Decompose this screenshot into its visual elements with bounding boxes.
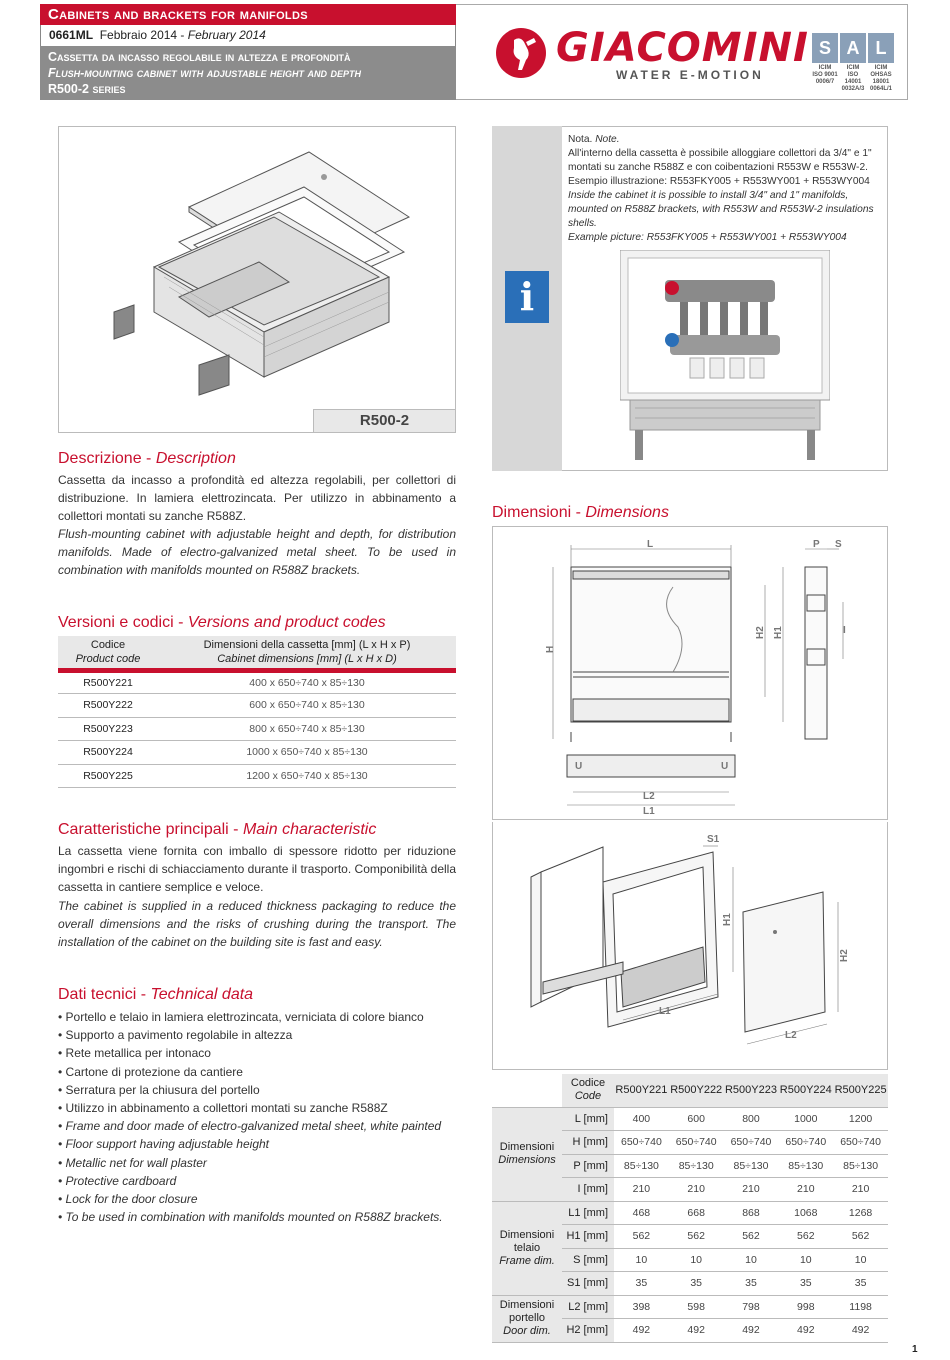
subtitle-en: Flush-mounting cabinet with adjustable height and depth	[48, 66, 361, 80]
cell-value: 562	[833, 1225, 888, 1249]
cell-code: R500Y221	[58, 670, 158, 694]
list-item: • Utilizzo in abbinamento a collettori montati su zanche R588Z	[58, 1101, 388, 1116]
list-item: • Portello e telaio in lamiera elettrozincata, verniciata di colore bianco	[58, 1010, 424, 1024]
cell-value: 650÷740	[833, 1131, 888, 1155]
col-code-en: Product code	[75, 652, 141, 665]
cert-iso14001	[840, 33, 866, 93]
row-label: H1 [mm]	[562, 1225, 614, 1249]
note-example-en: Example picture: R553FKY005 + R553WY001 + R553WY004	[568, 232, 847, 243]
cell-value: 210	[778, 1178, 833, 1202]
list-item: • Floor support having adjustable height	[58, 1137, 270, 1152]
cert-std: OHSAS 18001	[870, 72, 892, 85]
list-item: • Serratura per la chiusura del portello	[58, 1082, 260, 1097]
brand-logo-icon	[496, 28, 546, 78]
group-label-extra: portello	[508, 1312, 546, 1324]
cell-dim: 600 x 650÷740 x 85÷130	[158, 694, 456, 718]
cell-value: 35	[724, 1272, 779, 1296]
versions-heading: Versioni e codici - Versions and product codes	[58, 614, 386, 631]
group-label-en: Dimensions	[498, 1154, 556, 1166]
cell-value: 85÷130	[724, 1154, 779, 1178]
date-separator: -	[177, 28, 188, 42]
technical-list	[58, 1008, 456, 1226]
dim-label-L1-frame: L1	[659, 1006, 671, 1017]
description-text-it: Cassetta da incasso a profondità ed altezza regolabili, per collettori di distribuzione. In lamiera elettrozincata. Per utilizzo in abbinamento a collettori montati su zanche R588Z.	[58, 473, 456, 523]
group-label	[492, 1107, 562, 1201]
row-label: P [mm]	[562, 1154, 614, 1178]
main-heading: Caratteristiche principali - Main characteristic	[58, 821, 377, 838]
cell-value: 468	[614, 1201, 669, 1225]
dim-label-I: I	[843, 625, 846, 636]
cell-value: 492	[724, 1319, 779, 1343]
table-row	[58, 741, 456, 765]
table-row	[492, 1295, 888, 1319]
list-item: • Supporto a pavimento regolabile in altezza	[58, 1028, 293, 1043]
cell-value: 10	[669, 1248, 724, 1272]
col-code: R500Y221	[614, 1074, 669, 1107]
cell-value: 800	[724, 1107, 779, 1131]
cell-value: 210	[833, 1178, 888, 1202]
product-series-label: R500-2	[313, 409, 456, 433]
cell-value: 400	[614, 1107, 669, 1131]
cert-std: ISO 14001	[844, 72, 862, 85]
row-label: H2 [mm]	[562, 1319, 614, 1343]
cell-value: 492	[778, 1319, 833, 1343]
exploded-cabinet-drawing	[59, 127, 457, 434]
note-example-it: Esempio illustrazione: R553FKY005 + R553WY001 + R553WY004	[568, 176, 870, 187]
dim-label-L: L	[647, 539, 654, 550]
group-label-en: Door dim.	[503, 1325, 551, 1337]
cell-value: 1068	[778, 1201, 833, 1225]
installed-manifold-photo	[620, 250, 830, 465]
heading-it: Caratteristiche principali	[58, 821, 229, 838]
cell-code: R500Y225	[58, 764, 158, 788]
cell-value: 10	[778, 1248, 833, 1272]
cell-value: 492	[614, 1319, 669, 1343]
table-row	[58, 694, 456, 718]
heading-it: Dimensioni	[492, 504, 572, 521]
note-title-en: Note.	[595, 134, 620, 145]
row-label: L [mm]	[562, 1107, 614, 1131]
cell-value: 35	[778, 1272, 833, 1296]
cell-value: 650÷740	[724, 1131, 779, 1155]
cert-num: 0032A/3	[841, 86, 865, 92]
cell-code: R500Y223	[58, 717, 158, 741]
cert-num: 0064L/1	[869, 86, 893, 92]
cell-value: 650÷740	[669, 1131, 724, 1155]
col-code: R500Y224	[778, 1074, 833, 1107]
series-code: R500-2	[48, 82, 89, 96]
row-label: L1 [mm]	[562, 1201, 614, 1225]
cert-letter: S	[812, 33, 838, 63]
cell-value: 650÷740	[614, 1131, 669, 1155]
heading-en: Dimensions	[585, 504, 669, 521]
brand-block	[456, 4, 908, 100]
row-label: L2 [mm]	[562, 1295, 614, 1319]
cell-value: 1200	[833, 1107, 888, 1131]
empty-cell	[492, 1074, 562, 1107]
code-header	[562, 1074, 614, 1107]
cell-dim: 800 x 650÷740 x 85÷130	[158, 717, 456, 741]
cell-value: 562	[724, 1225, 779, 1249]
col-code: R500Y225	[833, 1074, 888, 1107]
table-header-row	[492, 1074, 888, 1107]
cell-value: 1198	[833, 1295, 888, 1319]
cell-value: 668	[669, 1201, 724, 1225]
list-item: • Cartone di protezione da cantiere	[58, 1064, 243, 1079]
dim-label-H1-frame: H1	[722, 913, 733, 926]
cell-dim: 1000 x 650÷740 x 85÷130	[158, 741, 456, 765]
info-icon: i	[505, 271, 549, 323]
doc-subtitle-block	[40, 46, 456, 100]
heading-en: Versions and product codes	[187, 614, 386, 631]
cert-num: 0006/7	[815, 79, 835, 85]
group-label-it: Dimensioni	[499, 1299, 555, 1311]
list-item: • To be used in combination with manifolds mounted on R588Z brackets.	[58, 1210, 443, 1225]
group-label-it: Dimensioni	[499, 1141, 555, 1153]
heading-en: Technical data	[150, 986, 254, 1003]
cell-value: 600	[669, 1107, 724, 1131]
cell-value: 868	[724, 1201, 779, 1225]
note-body-it: All'interno della cassetta è possibile alloggiare collettori da 3/4" e 1" montati su zanche R588Z e con coibentazioni R553W e R553W-2.	[568, 148, 872, 173]
dimensions-heading: Dimensioni - Dimensions	[492, 504, 669, 521]
code-en: Code	[574, 1090, 602, 1103]
cell-value: 562	[669, 1225, 724, 1249]
cell-value: 35	[669, 1272, 724, 1296]
group-label	[492, 1201, 562, 1295]
description-text-en: Flush-mounting cabinet with adjustable height and depth, for distribution manifolds. Made of electro-galvanized metal sheet. To be used in combination with manifolds mounted on R588Z brackets.	[58, 527, 456, 577]
dim-label-H: H	[545, 645, 556, 653]
table-row	[492, 1201, 888, 1225]
brand-tagline: WATER E-MOTION	[616, 68, 764, 82]
dim-label-H2-door: H2	[839, 949, 850, 962]
dim-label-U-left: U	[575, 761, 583, 772]
dimension-drawing-exploded	[492, 822, 888, 1070]
brand-name: GIACOMINI	[556, 25, 809, 71]
cell-value: 1000	[778, 1107, 833, 1131]
list-item: • Frame and door made of electro-galvanized metal sheet, white painted	[58, 1119, 442, 1134]
row-label: H [mm]	[562, 1131, 614, 1155]
cell-value: 210	[724, 1178, 779, 1202]
series-suffix: series	[92, 82, 126, 96]
heading-it: Dati tecnici	[58, 986, 137, 1003]
table-row	[58, 717, 456, 741]
cell-value: 85÷130	[778, 1154, 833, 1178]
dim-label-S: S	[835, 539, 842, 550]
doc-code-line	[40, 25, 456, 46]
dim-label-L2: L2	[643, 791, 655, 802]
dimensions-table	[492, 1074, 888, 1343]
group-label-it: Dimensioni	[499, 1228, 555, 1241]
cell-code: R500Y222	[58, 694, 158, 718]
cell-value: 210	[614, 1178, 669, 1202]
cell-value: 85÷130	[614, 1154, 669, 1178]
list-item: • Rete metallica per intonaco	[58, 1046, 211, 1061]
doc-category-title: Cabinets and brackets for manifolds	[40, 4, 456, 25]
dimensions-table-body	[492, 1107, 888, 1342]
note-text	[568, 133, 880, 245]
product-image	[58, 126, 456, 433]
page-number: 1	[912, 1344, 918, 1355]
note-body-en: Inside the cabinet it is possible to install 3/4" and 1" manifolds, mounted on R588Z brackets, with R553W and R553W-2 insulations shells.	[568, 190, 874, 229]
cert-ohsas18001	[868, 33, 894, 93]
cert-org: ICIM	[874, 65, 888, 71]
list-item: • Lock for the door closure	[58, 1192, 198, 1207]
heading-en: Main characteristic	[242, 821, 377, 838]
list-item: • Protective cardboard	[58, 1173, 177, 1188]
cert-std: ISO 9001	[812, 72, 838, 78]
row-label: S1 [mm]	[562, 1272, 614, 1296]
cell-value: 35	[614, 1272, 669, 1296]
dim-label-S1: S1	[707, 834, 720, 845]
heading-it: Descrizione	[58, 450, 142, 467]
cell-value: 210	[669, 1178, 724, 1202]
col-dim-en: Cabinet dimensions [mm] (L x H x D)	[217, 652, 397, 665]
col-code: R500Y222	[669, 1074, 724, 1107]
dimension-drawing-front	[492, 526, 888, 820]
cell-value: 1268	[833, 1201, 888, 1225]
description-heading: Descrizione - Description	[58, 450, 236, 467]
cell-value: 492	[669, 1319, 724, 1343]
cell-value: 650÷740	[778, 1131, 833, 1155]
cert-org: ICIM	[818, 65, 832, 71]
cell-dim: 400 x 650÷740 x 85÷130	[158, 670, 456, 694]
table-row	[58, 764, 456, 788]
col-dim-header	[158, 636, 456, 670]
table-header-row	[58, 636, 456, 670]
series-line	[48, 81, 448, 97]
cert-org: ICIM	[846, 65, 860, 71]
cell-value: 492	[833, 1319, 888, 1343]
cell-value: 85÷130	[833, 1154, 888, 1178]
cell-value: 10	[833, 1248, 888, 1272]
cell-value: 798	[724, 1295, 779, 1319]
versions-table	[58, 636, 456, 788]
cell-value: 562	[614, 1225, 669, 1249]
cell-value: 598	[669, 1295, 724, 1319]
heading-en: Description	[155, 450, 236, 467]
cell-value: 10	[724, 1248, 779, 1272]
row-label: I [mm]	[562, 1178, 614, 1202]
doc-code: 0661ML	[49, 28, 94, 42]
heading-it: Versioni e codici	[58, 614, 174, 631]
cell-code: R500Y224	[58, 741, 158, 765]
cell-dim: 1200 x 650÷740 x 85÷130	[158, 764, 456, 788]
cert-letter: A	[840, 33, 866, 63]
group-label	[492, 1295, 562, 1342]
dim-label-H2: H2	[755, 626, 766, 639]
header-title-block	[40, 4, 456, 100]
cert-letter: L	[868, 33, 894, 63]
cell-value: 998	[778, 1295, 833, 1319]
col-dim-it: Dimensioni della cassetta [mm] (L x H x P)	[203, 638, 411, 651]
dim-label-P: P	[813, 539, 820, 550]
dim-label-L1: L1	[643, 806, 655, 817]
main-text-en: The cabinet is supplied in a reduced thickness packaging to reduce the overall dimensions and the risks of crushing during the transport. The installation of the cabinet on the building site is fast and easy.	[58, 899, 456, 949]
cell-value: 562	[778, 1225, 833, 1249]
dim-label-H1: H1	[773, 626, 784, 639]
col-code-header	[58, 636, 158, 670]
group-label-en: Frame dim.	[499, 1254, 555, 1267]
cell-value: 85÷130	[669, 1154, 724, 1178]
table-row	[492, 1107, 888, 1131]
cell-value: 10	[614, 1248, 669, 1272]
row-label: S [mm]	[562, 1248, 614, 1272]
col-code: R500Y223	[724, 1074, 779, 1107]
technical-heading: Dati tecnici - Technical data	[58, 986, 254, 1003]
dim-label-U-right: U	[721, 761, 729, 772]
list-item: • Metallic net for wall plaster	[58, 1155, 207, 1170]
doc-date-en: February 2014	[187, 28, 266, 42]
group-label-extra: telaio	[513, 1241, 541, 1254]
subtitle-it: Cassetta da incasso regolabile in altezza e profondità	[48, 50, 351, 64]
note-title-it: Nota.	[568, 134, 593, 145]
col-code-it: Codice	[90, 638, 126, 651]
cert-iso9001	[812, 33, 838, 86]
dim-label-L2-door: L2	[785, 1030, 797, 1041]
code-it: Codice	[570, 1077, 606, 1090]
cell-value: 35	[833, 1272, 888, 1296]
main-text-it: La cassetta viene fornita con imballo di spessore ridotto per riduzione ingombri e rischi di schiacciamento durante il trasporto. Componibilità della cassetta in cantiere semplice e veloce.	[58, 844, 456, 894]
doc-date-it: Febbraio 2014	[99, 28, 178, 42]
table-row	[58, 670, 456, 694]
cell-value: 398	[614, 1295, 669, 1319]
